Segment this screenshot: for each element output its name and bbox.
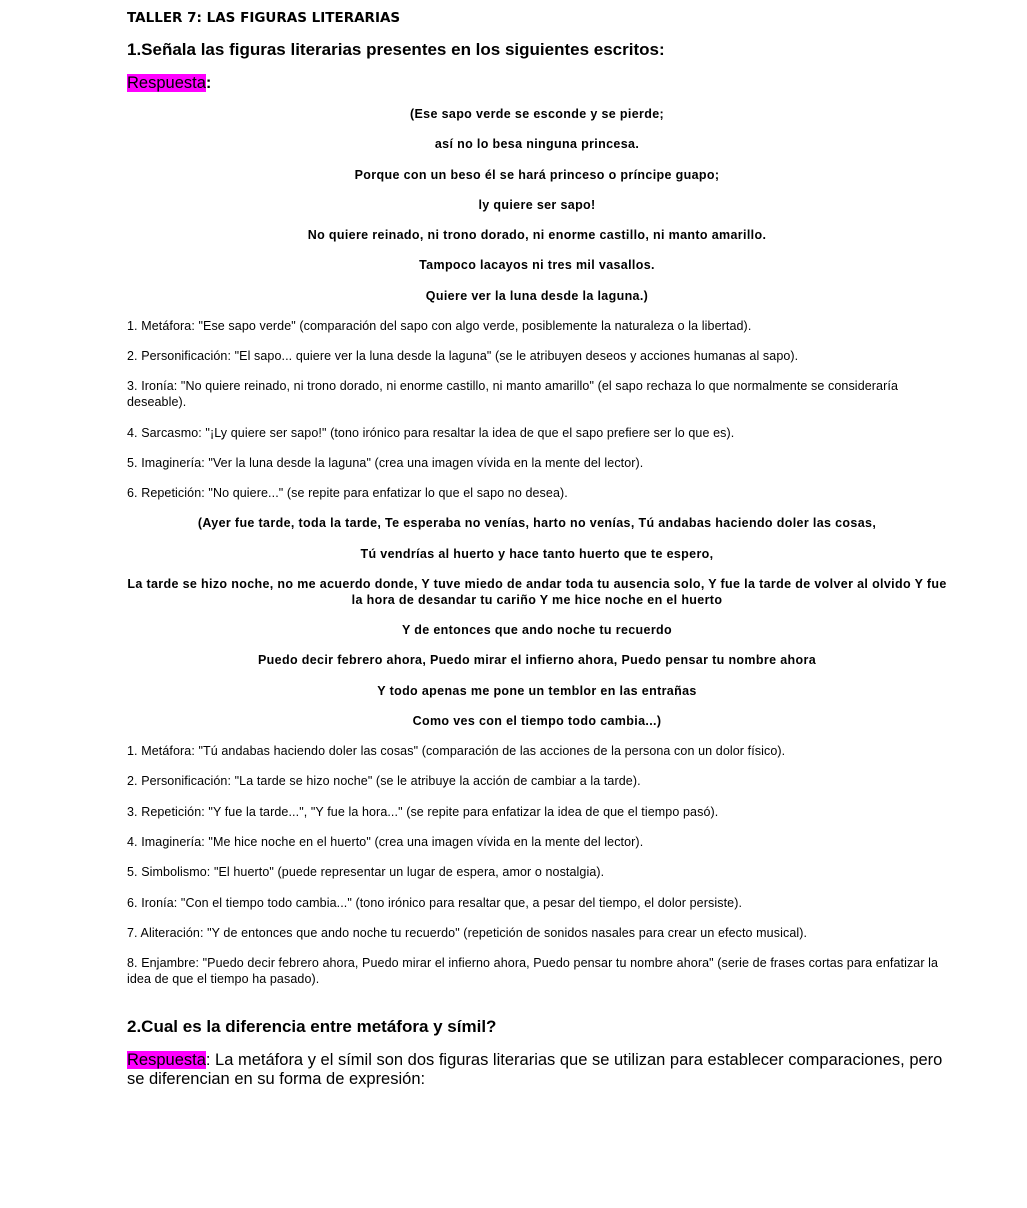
- respuesta-highlight: Respuesta: [127, 74, 206, 92]
- poem-2-line: (Ayer fue tarde, toda la tarde, Te esperaba no venías, harto no venías, Tú andabas haciendo doler las cosas,: [197, 516, 877, 531]
- poem-1-line: ly quiere ser sapo!: [478, 197, 596, 212]
- analysis-1-list: [127, 318, 947, 501]
- poem-1-line: No quiere reinado, ni trono dorado, ni enorme castillo, ni manto amarillo.: [307, 228, 767, 243]
- question-1: 1.Señala las figuras literarias presentes en los siguientes escritos:: [127, 40, 665, 59]
- answer-2-text: : La metáfora y el símil son dos figuras literarias que se utilizan para establecer comparaciones, pero se diferencian en su forma de expresión:: [127, 1051, 943, 1089]
- list-item: 6. Repetición: "No quiere..." (se repite para enfatizar lo que el sapo no desea).: [127, 486, 568, 501]
- poem-1: [127, 106, 947, 304]
- poem-2-line: Y todo apenas me pone un temblor en las entrañas: [377, 683, 697, 698]
- poem-1-line: así no lo besa ninguna princesa.: [434, 137, 640, 152]
- analysis-2-list: [127, 743, 947, 987]
- list-item: 4. Sarcasmo: "¡Ly quiere ser sapo!" (tono irónico para resaltar la idea de que el sapo prefiere ser lo que es).: [127, 425, 735, 440]
- list-item: 3. Ironía: "No quiere reinado, ni trono dorado, ni enorme castillo, ni manto amarillo" (el sapo rechaza lo que normalmente se consideraría deseable).: [127, 379, 898, 410]
- respuesta-highlight: Respuesta: [127, 1051, 206, 1070]
- respuesta-colon: :: [205, 74, 212, 92]
- poem-1-line: Tampoco lacayos ni tres mil vasallos.: [419, 258, 655, 273]
- document-title: TALLER 7: LAS FIGURAS LITERARIAS: [127, 10, 401, 26]
- list-item: 4. Imaginería: "Me hice noche en el huerto" (crea una imagen vívida en la mente del lector).: [127, 834, 644, 849]
- answer-2: [127, 1051, 947, 1089]
- list-item: 1. Metáfora: "Tú andabas haciendo doler las cosas" (comparación de las acciones de la persona con un dolor físico).: [127, 744, 786, 759]
- poem-2: [127, 515, 947, 729]
- list-item: 5. Simbolismo: "El huerto" (puede representar un lugar de espera, amor o nostalgia).: [127, 865, 605, 880]
- poem-2-line: Como ves con el tiempo todo cambia...): [412, 714, 662, 729]
- poem-2-line: Y de entonces que ando noche tu recuerdo: [401, 623, 673, 638]
- poem-2-line: Puedo decir febrero ahora, Puedo mirar el infierno ahora, Puedo pensar tu nombre ahora: [258, 653, 816, 668]
- poem-1-line: Porque con un beso él se hará princeso o príncipe guapo;: [354, 167, 720, 182]
- list-item: 7. Aliteración: "Y de entonces que ando noche tu recuerdo" (repetición de sonidos nasales para crear un efecto musical).: [127, 925, 808, 940]
- list-item: 6. Ironía: "Con el tiempo todo cambia..." (tono irónico para resaltar que, a pesar del tiempo, el dolor persiste).: [127, 895, 743, 910]
- list-item: 5. Imaginería: "Ver la luna desde la laguna" (crea una imagen vívida en la mente del lector).: [127, 455, 644, 470]
- list-item: 8. Enjambre: "Puedo decir febrero ahora, Puedo mirar el infierno ahora, Puedo pensar tu nombre ahora" (serie de frases cortas para enfatizar la idea de que el tiempo ha pasado).: [127, 956, 939, 987]
- list-item: 2. Personificación: "La tarde se hizo noche" (se le atribuye la acción de cambiar a la tarde).: [127, 774, 641, 789]
- poem-2-line: Tú vendrías al huerto y hace tanto huerto que te espero,: [360, 546, 714, 561]
- answer-label-1: [127, 74, 947, 93]
- document-page: [127, 8, 947, 1089]
- poem-1-line: Quiere ver la luna desde la laguna.): [425, 288, 649, 303]
- list-item: 1. Metáfora: "Ese sapo verde" (comparación del sapo con algo verde, posiblemente la naturaleza o la libertad).: [127, 318, 752, 333]
- question-2: 2.Cual es la diferencia entre metáfora y símil?: [127, 1017, 497, 1037]
- poem-1-line: (Ese sapo verde se esconde y se pierde;: [409, 107, 665, 121]
- poem-2-line: La tarde se hizo noche, no me acuerdo donde, Y tuve miedo de andar toda tu ausencia solo, Y fue la tarde de volver al olvido Y fue la hora de desandar tu cariño Y me hice noche en el huerto: [127, 576, 947, 607]
- list-item: 3. Repetición: "Y fue la tarde...", "Y fue la hora..." (se repite para enfatizar la idea de que el tiempo pasó).: [127, 804, 719, 819]
- list-item: 2. Personificación: "El sapo... quiere ver la luna desde la laguna" (se le atribuyen deseos y acciones humanas al sapo).: [127, 349, 799, 364]
